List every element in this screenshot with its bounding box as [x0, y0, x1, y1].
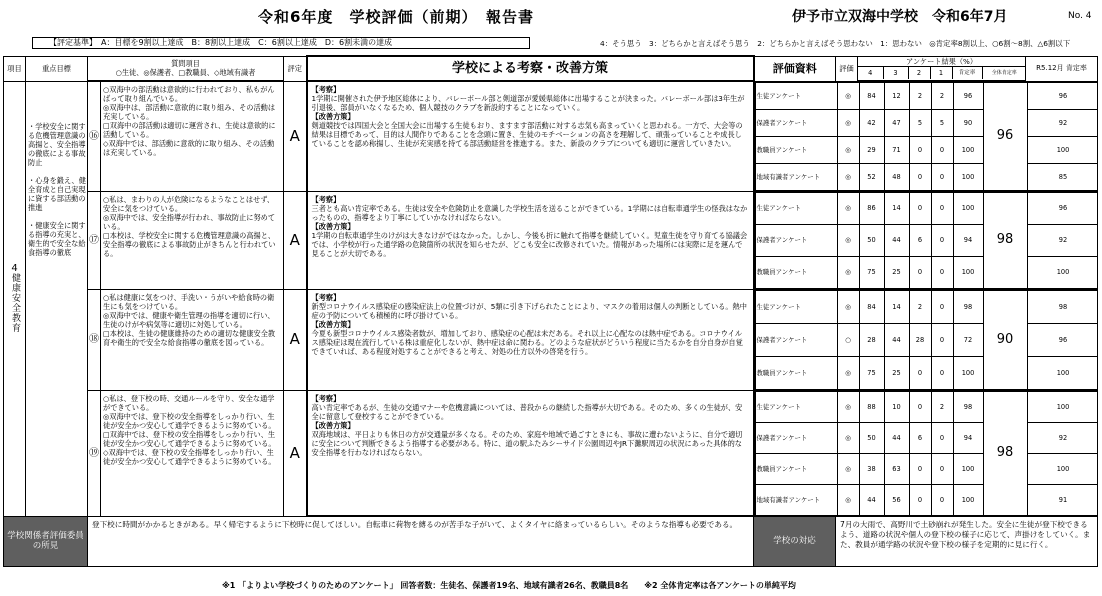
survey-table — [755, 290, 1098, 390]
survey-block — [754, 390, 1098, 516]
question-items: ○私は健康に気をつけ、手洗い・うがいや給食時の衛生にも気をつけている。 ◎双海中では、健康や衛生管理の指導を適切に行い、生徒のけがや病気等に適切に対処している。 □本校は、生徒の健康維持のための適切な健康安全教育や衛生的で安全な給食指導の徹底を図っている。 — [101, 289, 284, 390]
aff-value: 100 — [953, 136, 983, 163]
r3-value: 56 — [884, 484, 909, 515]
survey-name: 教職員アンケート — [755, 453, 837, 484]
improve-label: 【改善方策】 — [311, 420, 355, 430]
survey-name: 保護者アンケート — [755, 109, 837, 136]
aff-value: 90 — [953, 109, 983, 136]
aff-value: 72 — [953, 323, 983, 356]
category-cell — [4, 81, 26, 516]
questions-legend: ○生徒、◎保護者、□教職員、◇地域有識者 — [115, 68, 256, 77]
table-row — [4, 191, 1098, 289]
r4-value: 86 — [859, 192, 884, 224]
aff-value: 100 — [953, 484, 983, 515]
criteria-box: 【評定基準】 A：目標を9割以上達成 B：8割以上達成 C：6割以上達成 D：6割未満の達成 — [32, 37, 530, 49]
consider-label: 【考察】 — [311, 292, 341, 302]
evaluation-table — [3, 55, 1098, 567]
response-text: 7月の大雨で、高野川で土砂崩れが発生した。安全に生徒が登下校できるよう、道路の状況や個人の登下校の様子に応じて、声掛けをしていく。また、教員が通学路の状況や登下校の様子を定期的に見に行く。 — [836, 516, 1098, 566]
survey-mark: ◎ — [837, 290, 859, 323]
results-title: アンケート結果（%） — [858, 57, 1025, 67]
r3-value: 71 — [884, 136, 909, 163]
survey-mark: ◎ — [837, 453, 859, 484]
survey-mark: ◎ — [837, 224, 859, 256]
r4-value: 75 — [859, 356, 884, 389]
improve-label: 【改善方策】 — [311, 112, 355, 121]
r1-value: 0 — [931, 356, 953, 389]
category-number: 4 — [11, 263, 18, 274]
survey-name: 地域有識者アンケート — [755, 163, 837, 190]
aff-value: 94 — [953, 422, 983, 453]
r4-value: 28 — [859, 323, 884, 356]
survey-name: 生徒アンケート — [755, 82, 837, 109]
r1-header: 1 — [930, 67, 952, 79]
prev-value: 92 — [1027, 224, 1098, 256]
r1-value: 0 — [931, 136, 953, 163]
col-consider-header: 学校による考察・改善方策 — [307, 56, 754, 81]
r2-value: 5 — [909, 109, 931, 136]
consider-label: 【考察】 — [311, 393, 341, 403]
r2-value: 0 — [909, 484, 931, 515]
col-eval-header: 評定 — [284, 56, 307, 81]
consider-text: 1学期に開催された伊予地区総体により、バレーボール部と剣道部が愛媛県総体に出場することが決まった。バレーボール部は3年生が引退後、部員がいなくなるため、個人競技のクラブを新設約することになっていく。 — [311, 94, 745, 112]
r3-value: 44 — [884, 323, 909, 356]
r3-value: 12 — [884, 82, 909, 109]
overall-header: 全体肯定率 — [982, 67, 1026, 79]
survey-mark: ◎ — [837, 484, 859, 515]
survey-name: 保護者アンケート — [755, 323, 837, 356]
question-items: ○私は、登下校の時、交通ルールを守り、安全な通学ができている。 ◎双海中では、登下校の安全指導をしっかり行い、生徒が安全かつ安心して通学できるように努めている。 □双海中では、登下校の安全指導をしっかり行い、生徒が安全かつ安心して通学できるように努めている。 ◇双海中では、登下校の安全指導をしっかり行い、生徒が安全かつ安心して通学できるように努めている。 — [101, 390, 284, 516]
consider-label: 【考察】 — [311, 194, 341, 204]
consider-text: 高い肯定率であるが、生徒の交通マナーや危機意識については、普段からの継続した指導が大切である。そのため、多くの生徒が、安全に留意して登校することができている。 — [311, 402, 743, 421]
survey-name: 教職員アンケート — [755, 256, 837, 288]
aff-value: 98 — [953, 290, 983, 323]
aff-header: 肯定率 — [952, 67, 982, 79]
survey-mark: ◎ — [837, 192, 859, 224]
r3-value: 25 — [884, 356, 909, 389]
survey-mark: ◎ — [837, 82, 859, 109]
survey-name: 保護者アンケート — [755, 422, 837, 453]
survey-name: 生徒アンケート — [755, 391, 837, 422]
aff-value: 100 — [953, 356, 983, 389]
survey-mark: ◎ — [837, 356, 859, 389]
survey-mark: ◎ — [837, 136, 859, 163]
footnote: ※1 「よりよい学校づくりのためのアンケート」 回答者数：生徒名、保護者19名、地域有識者26名、教職員8名 ※2 全体肯定率は各アンケートの単純平均 — [222, 581, 796, 590]
r3-value: 14 — [884, 192, 909, 224]
consider-cell — [307, 390, 754, 516]
r3-value: 10 — [884, 391, 909, 422]
committee-label: 学校関係者評価委員の所見 — [4, 516, 88, 566]
aff-value: 100 — [953, 192, 983, 224]
survey-mark: ◎ — [837, 256, 859, 288]
scale-legend: 4：そう思う 3：どちらかと言えばそう思う 2：どちらかと言えばそう思わない 1：思わない ◎肯定率8割以上、○6割～8割、△6割以下 — [600, 39, 1071, 48]
r4-value: 42 — [859, 109, 884, 136]
r1-value: 0 — [931, 290, 953, 323]
r2-value: 2 — [909, 82, 931, 109]
table-row — [4, 390, 1098, 516]
r1-value: 5 — [931, 109, 953, 136]
survey-block — [754, 81, 1098, 191]
prev-value: 92 — [1027, 422, 1098, 453]
col-prev-header: R5.12月 肯定率 — [1026, 56, 1098, 81]
page-title: 令和6年度 学校評価（前期） 報告書 — [258, 8, 534, 26]
prev-value: 85 — [1027, 163, 1098, 190]
r3-header: 3 — [883, 67, 908, 79]
r3-value: 14 — [884, 290, 909, 323]
col-materials-header: 評価資料 — [754, 56, 836, 81]
aff-value: 94 — [953, 224, 983, 256]
survey-block — [754, 289, 1098, 390]
row-number: ⑰ — [88, 191, 101, 289]
col-item-header: 項目 — [4, 56, 26, 81]
overall-rate: 98 — [983, 391, 1027, 515]
survey-mark: ◎ — [837, 163, 859, 190]
improve-label: 【改善方策】 — [311, 221, 355, 231]
r2-value: 0 — [909, 356, 931, 389]
r3-value: 48 — [884, 163, 909, 190]
table-row — [4, 81, 1098, 191]
r3-value: 44 — [884, 422, 909, 453]
r2-value: 0 — [909, 192, 931, 224]
prev-value: 100 — [1027, 391, 1098, 422]
prev-value: 100 — [1027, 256, 1098, 288]
aff-value: 100 — [953, 163, 983, 190]
eval-grade: A — [284, 81, 307, 191]
category-name: 健康安全教育 — [10, 273, 20, 333]
page-number: No. 4 — [1068, 11, 1092, 21]
r3-value: 63 — [884, 453, 909, 484]
survey-name: 生徒アンケート — [755, 192, 837, 224]
survey-mark: ○ — [837, 323, 859, 356]
improve-text: 剣道競技では四国大会と全国大会に出場する生徒もおり、ますます部活動に対する志気も高まっていくと思われる。一方で、大会等の結果は目標であって、目的は人間作りであることを念頭に置き、生徒のモチベーションの高さを理解して、頑張っていることや成長していることを認め称揚し、生徒が充実感を持てる部活動経営を推進する。また、新設のクラブについても適切に運営していきたい。 — [311, 121, 743, 148]
survey-name: 保護者アンケート — [755, 224, 837, 256]
aff-value: 100 — [953, 256, 983, 288]
eval-grade: A — [284, 191, 307, 289]
r1-value: 0 — [931, 192, 953, 224]
r1-value: 0 — [931, 256, 953, 288]
survey-name: 地域有識者アンケート — [755, 484, 837, 515]
goal-text: ・学校安全に関する危機管理意識の高揚と、安全指導の徹底による事故防止 ・心身を鍛え、健全育成と自己実現に資する部活動の推進 ・健康安全に関する指導の充実と、衛生的で安全な給食指導の徹底 — [26, 81, 88, 516]
r1-value: 2 — [931, 391, 953, 422]
consider-label: 【考察】 — [311, 85, 341, 94]
survey-name: 教職員アンケート — [755, 136, 837, 163]
survey-block — [754, 191, 1098, 289]
school-name-date: 伊予市立双海中学校 令和6年7月 — [792, 9, 1008, 25]
row-number: ⑯ — [88, 81, 101, 191]
overall-rate: 90 — [983, 290, 1027, 389]
aff-value: 100 — [953, 453, 983, 484]
r2-value: 0 — [909, 453, 931, 484]
question-items: ○双海中の部活動は意欲的に行われており、私もがんばって取り組んでいる。 ◎双海中は、部活動に意欲的に取り組み、その活動は充実している。 □双海中の部活動は適切に運営され、生徒は意欲的に活動している。 ◇双海中では、部活動に意欲的に取り組み、その活動は充実している。 — [101, 81, 284, 191]
prev-value: 98 — [1027, 290, 1098, 323]
prev-value: 91 — [1027, 484, 1098, 515]
consider-text: 三者とも高い肯定率である。生徒は安全や危険防止を意識した学校生活を送ることができている。1学期には自転車通学生の怪我はなかったものの、指導をより丁寧にしていかなければならない。 — [311, 203, 748, 222]
r4-value: 50 — [859, 422, 884, 453]
r4-value: 38 — [859, 453, 884, 484]
prev-value: 96 — [1027, 192, 1098, 224]
r2-value: 2 — [909, 290, 931, 323]
eval-grade: A — [284, 390, 307, 516]
r1-value: 0 — [931, 224, 953, 256]
r3-value: 25 — [884, 256, 909, 288]
overall-rate: 98 — [983, 192, 1027, 288]
improve-text: 今夏も新型コロナウイルス感染者数が、増加しており、感染症の心配は未だある。それ以上に心配なのは熱中症である。コロナウイルス感染症は現在流行している株は重症化しないが、熱中症は命に関わる。どのような症状がどういう程度に当たるかを自分自身が自覚できていれば、ある程度対処することができると考え、対処の仕方以外の啓発を行う。 — [311, 328, 743, 356]
r2-value: 0 — [909, 136, 931, 163]
r2-value: 6 — [909, 422, 931, 453]
consider-text: 新型コロナウイルス感染症の感染症法上の位置づけが、5類に引き下げられたことにより、マスクの着用は個人の判断としている。熱中症の予防についても積極的に呼び掛けている。 — [311, 301, 747, 320]
col-questions-header — [88, 56, 284, 80]
survey-table — [755, 192, 1098, 289]
survey-mark: ◎ — [837, 391, 859, 422]
r2-value: 0 — [909, 256, 931, 288]
r4-value: 84 — [859, 82, 884, 109]
col-goal-header: 重点目標 — [26, 56, 88, 81]
prev-value: 96 — [1027, 323, 1098, 356]
eval-grade: A — [284, 289, 307, 390]
survey-mark: ◎ — [837, 422, 859, 453]
r1-value: 0 — [931, 323, 953, 356]
r4-value: 52 — [859, 163, 884, 190]
r4-value: 88 — [859, 391, 884, 422]
questions-title: 質問項目 — [171, 59, 200, 68]
r1-value: 0 — [931, 453, 953, 484]
r2-value: 6 — [909, 224, 931, 256]
col-results-header — [858, 56, 1026, 80]
r2-value: 0 — [909, 163, 931, 190]
prev-value: 92 — [1027, 109, 1098, 136]
prev-value: 100 — [1027, 136, 1098, 163]
consider-cell — [307, 289, 754, 390]
r1-value: 0 — [931, 484, 953, 515]
improve-label: 【改善方策】 — [311, 319, 355, 329]
prev-value: 100 — [1027, 453, 1098, 484]
aff-value: 96 — [953, 82, 983, 109]
r3-value: 44 — [884, 224, 909, 256]
question-items: ○私は、まわりの人が危険になるようなことはせず、安全に気をつけている。 ◎双海中では、安全指導が行われ、事故防止に努めている。 □本校は、学校安全に関する危機管理意識の高揚と、安全指導の徹底による事故防止がきちんと行われている。 — [101, 191, 284, 289]
row-number: ⑲ — [88, 390, 101, 516]
r1-value: 0 — [931, 422, 953, 453]
improve-text: 1学期の自転車通学生のけがは大きなけがではなかった。しかし、今後も折に触れて指導を継続していく。児童生徒を守り育てる協議会では、小学校が行った通学路の危険箇所の状況を知らせたが、どこも安全に改修されていた。情報があった場所には実際に足を運んで見ることが大切である。 — [311, 230, 748, 258]
r2-value: 0 — [909, 391, 931, 422]
survey-table — [755, 391, 1098, 516]
r4-value: 44 — [859, 484, 884, 515]
r4-value: 29 — [859, 136, 884, 163]
consider-cell — [307, 191, 754, 289]
col-rating-header: 評価 — [836, 56, 858, 81]
survey-mark: ◎ — [837, 109, 859, 136]
row-number: ⑱ — [88, 289, 101, 390]
improve-text: 双海地域は、平日よりも休日の方が交通量が多くなる。そのため、家庭や地域で過ごすときにも、事故に遭わないように、自分で適切に安全について判断できるよう指導する必要がある。特に、道の駅ふたみシーサイド公園周辺やJR下灘駅周辺の状況にあった具体的な安全指導を行わなければならない。 — [311, 429, 743, 457]
committee-text: 登下校に時間がかかるときがある。早く帰宅するように下校時に促してほしい。自転車に荷物を縛るのが苦手な子がいて、よくタイヤに絡まっているらしい。そのような指導も必要である。 — [88, 516, 754, 566]
aff-value: 98 — [953, 391, 983, 422]
r1-value: 0 — [931, 163, 953, 190]
r1-value: 2 — [931, 82, 953, 109]
r2-value: 28 — [909, 323, 931, 356]
survey-name: 生徒アンケート — [755, 290, 837, 323]
response-label: 学校の対応 — [754, 516, 836, 566]
footer-row — [4, 516, 1098, 566]
prev-value: 96 — [1027, 82, 1098, 109]
overall-rate: 96 — [983, 82, 1027, 190]
r4-value: 75 — [859, 256, 884, 288]
prev-value: 100 — [1027, 356, 1098, 389]
survey-table — [755, 82, 1098, 191]
r4-value: 84 — [859, 290, 884, 323]
consider-cell — [307, 81, 754, 191]
r2-header: 2 — [908, 67, 930, 79]
survey-name: 教職員アンケート — [755, 356, 837, 389]
table-row — [4, 289, 1098, 390]
r4-header: 4 — [858, 67, 883, 79]
r4-value: 50 — [859, 224, 884, 256]
r3-value: 47 — [884, 109, 909, 136]
